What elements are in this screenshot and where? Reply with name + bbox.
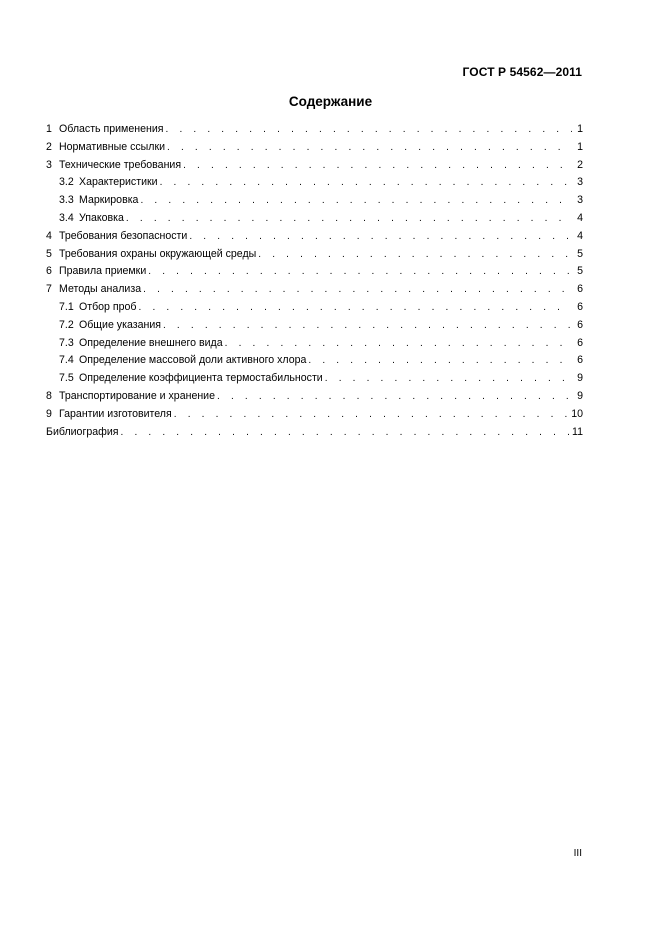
toc-entry-number: 6: [46, 265, 52, 278]
dot-leader: [217, 388, 572, 406]
toc-entry[interactable]: [46, 174, 583, 192]
toc-entry[interactable]: [46, 210, 583, 228]
toc-entry-number: 3: [46, 158, 52, 171]
toc-entry-title: Характеристики: [79, 176, 158, 189]
toc-entry-title: Библиография: [46, 425, 119, 438]
toc-entry-number: 3.2: [59, 176, 74, 189]
toc-entry-number: 7.3: [59, 336, 74, 349]
toc-entry[interactable]: [46, 157, 583, 175]
toc-entry[interactable]: [46, 370, 583, 388]
toc-entry-title: Требования безопасности: [59, 229, 188, 242]
toc-entry-page: 1: [577, 123, 583, 135]
toc-entry[interactable]: [46, 192, 583, 210]
toc-entry-page: 6: [577, 300, 583, 313]
toc-entry-title: Требования охраны окружающей среды: [59, 247, 257, 260]
toc-entry-title: Методы анализа: [59, 283, 142, 296]
toc-entry[interactable]: [46, 388, 583, 406]
dot-leader: [126, 210, 572, 228]
toc-entry-page: 10: [571, 407, 583, 420]
toc-entry-page: 6: [577, 336, 583, 349]
toc-entry-number: 7.4: [59, 354, 74, 367]
toc-entry-page: 4: [577, 211, 583, 224]
dot-leader: [167, 139, 572, 157]
toc-entry-number: 5: [46, 247, 52, 260]
toc-entry-title: Общие указания: [79, 318, 161, 331]
table-of-contents: [46, 121, 583, 441]
toc-entry-title: Определение коэффициента термостабильности: [79, 372, 323, 385]
dot-leader: [138, 299, 572, 317]
dot-leader: [160, 174, 572, 192]
page-number: III: [573, 848, 582, 859]
toc-entry-title: Упаковка: [79, 211, 124, 224]
toc-entry-number: 3.4: [59, 211, 74, 224]
toc-entry[interactable]: [46, 424, 583, 442]
toc-entry-number: 7.1: [59, 300, 74, 313]
dot-leader: [140, 192, 572, 210]
toc-entry-title: Нормативные ссылки: [59, 140, 166, 153]
toc-entry[interactable]: [46, 281, 583, 299]
toc-entry-title: Отбор проб: [79, 300, 137, 313]
toc-entry-number: 1: [46, 123, 52, 135]
toc-entry-page: 9: [577, 372, 583, 385]
toc-entry-number: 7.2: [59, 318, 74, 331]
dot-leader: [225, 335, 572, 353]
toc-entry[interactable]: [46, 335, 583, 353]
toc-entry-page: 6: [577, 318, 583, 331]
toc-entry-title: Определение внешнего вида: [79, 336, 223, 349]
toc-entry[interactable]: [46, 121, 583, 139]
toc-entry-title: Область применения: [59, 123, 164, 135]
toc-entry-page: 6: [577, 354, 583, 367]
dot-leader: [258, 246, 572, 264]
toc-entry-page: 6: [577, 283, 583, 296]
toc-entry[interactable]: [46, 352, 583, 370]
toc-entry-title: Маркировка: [79, 194, 139, 207]
toc-title: Содержание: [288, 94, 373, 109]
toc-entry-page: 3: [577, 176, 583, 189]
toc-entry-number: 2: [46, 140, 52, 153]
toc-entry[interactable]: [46, 139, 583, 157]
dot-leader: [143, 281, 572, 299]
toc-entry-number: 4: [46, 229, 52, 242]
toc-entry-page: 4: [577, 229, 583, 242]
toc-entry-number: 3.3: [59, 194, 74, 207]
toc-entry-page: 2: [577, 158, 583, 171]
toc-entry[interactable]: [46, 317, 583, 335]
toc-entry-number: 9: [46, 407, 52, 420]
toc-entry[interactable]: [46, 406, 583, 424]
toc-entry-title: Транспортирование и хранение: [59, 389, 215, 402]
toc-entry-title: Определение массовой доли активного хлора: [79, 354, 307, 367]
document-code: ГОСТ Р 54562—2011: [462, 65, 582, 79]
toc-entry-page: 5: [577, 265, 583, 278]
toc-entry-page: 3: [577, 194, 583, 207]
toc-entry[interactable]: [46, 246, 583, 264]
toc-entry-title: Технические требования: [59, 158, 182, 171]
dot-leader: [189, 228, 572, 246]
toc-entry[interactable]: [46, 263, 583, 281]
dot-leader: [308, 352, 572, 370]
dot-leader: [148, 263, 572, 281]
toc-entry[interactable]: [46, 228, 583, 246]
toc-entry-page: 5: [577, 247, 583, 260]
dot-leader: [163, 317, 572, 335]
dot-leader: [120, 424, 569, 442]
toc-entry-page: 11: [572, 425, 583, 438]
toc-entry-page: 1: [577, 140, 583, 153]
toc-entry-title: Правила приемки: [59, 265, 147, 278]
dot-leader: [325, 370, 572, 388]
toc-entry[interactable]: [46, 299, 583, 317]
dot-leader: [174, 406, 568, 424]
toc-entry-number: 7.5: [59, 372, 74, 385]
dot-leader: [165, 121, 572, 139]
toc-entry-number: 7: [46, 283, 52, 296]
dot-leader: [183, 157, 572, 175]
toc-entry-title: Гарантии изготовителя: [59, 407, 172, 420]
toc-entry-page: 9: [577, 389, 583, 402]
toc-entry-number: 8: [46, 389, 52, 402]
